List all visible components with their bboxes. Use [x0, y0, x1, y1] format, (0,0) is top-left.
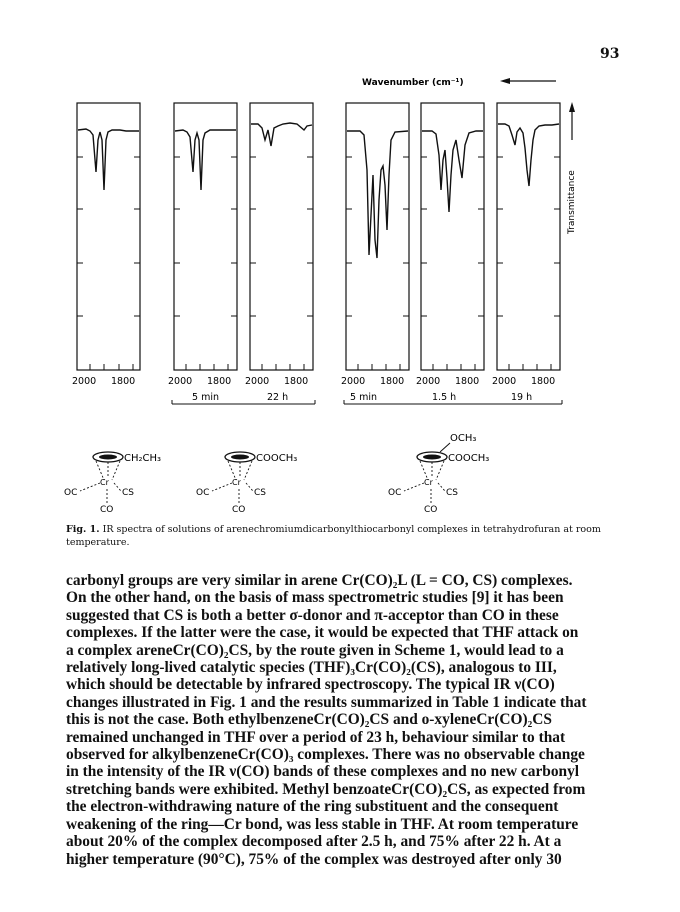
body-line: the electron-withdrawing nature of the ring substituent and the consequent — [66, 798, 559, 816]
spectrum-panel — [421, 103, 484, 370]
wavenumber-arrow-icon — [500, 78, 556, 84]
svg-text:CO: CO — [100, 505, 114, 515]
body-line: changes illustrated in Fig. 1 and the results summarized in Table 1 indicate that — [66, 693, 587, 711]
body-line: a complex areneCr(CO)₂CS, by the route given in Scheme 1, would lead to a — [66, 641, 564, 659]
transmittance-arrow-icon — [569, 102, 575, 140]
methylbenzoate-structure — [196, 452, 297, 515]
body-paragraph — [66, 572, 626, 868]
spectrum-panel — [497, 103, 560, 370]
tick-label: 1800 — [531, 376, 556, 387]
svg-text:COOCH₃: COOCH₃ — [448, 453, 490, 464]
spectrum-panel — [250, 103, 313, 370]
figure-caption — [66, 523, 616, 549]
svg-text:CO: CO — [424, 505, 438, 515]
transmittance-axis-label: Transmittance — [567, 170, 577, 234]
tick-label: 2000 — [72, 376, 97, 387]
body-line: in the intensity of the IR ν(CO) bands of these complexes and no new carbonyl — [66, 763, 580, 781]
body-line: relatively long-lived catalytic species (THF)₃Cr(CO)₂(CS), analogous to III, — [66, 659, 557, 677]
methoxybenzoate-structure — [388, 433, 489, 515]
spectrum-panel — [77, 103, 140, 370]
svg-text:CS: CS — [122, 488, 134, 498]
spectrum-panel — [346, 103, 409, 370]
svg-text:Cr: Cr — [232, 478, 241, 487]
svg-text:OC: OC — [196, 488, 210, 498]
tick-label: 1800 — [111, 376, 136, 387]
tick-label: 1800 — [284, 376, 309, 387]
spectrum-trace — [175, 130, 236, 190]
spectrum-trace — [78, 129, 139, 190]
tick-label: 1800 — [380, 376, 405, 387]
body-line: stretching bands were exhibited. Methyl benzoateCr(CO)₂CS, as expected from — [66, 780, 586, 798]
tick-label: 1800 — [455, 376, 480, 387]
body-line: weakening of the ring—Cr bond, was less stable in THF. At room temperature — [66, 815, 579, 833]
spectrum-panel — [174, 103, 237, 370]
time-label: 5 min — [350, 392, 377, 403]
spectrum-trace — [251, 123, 312, 146]
spectrum-trace — [347, 131, 408, 258]
body-line: On the other hand, on the basis of mass spectrometric studies [9] it has been — [66, 589, 564, 607]
time-labels — [192, 392, 532, 403]
tick-label: 2000 — [168, 376, 193, 387]
svg-text:CS: CS — [446, 488, 458, 498]
ethylbenzene-structure — [64, 452, 161, 515]
body-line: carbonyl groups are very similar in arene Cr(CO)₂L (L = CO, CS) complexes. — [66, 572, 573, 589]
body-line: suggested that CS is both a better σ-donor and π-acceptor than CO in these — [66, 606, 559, 624]
page-number: 93 — [600, 46, 620, 62]
svg-text:OC: OC — [64, 488, 78, 498]
svg-text:CO: CO — [232, 505, 246, 515]
tick-label: 2000 — [492, 376, 517, 387]
caption-label: Fig. 1. — [66, 524, 100, 535]
svg-text:CS: CS — [254, 488, 266, 498]
time-label: 22 h — [267, 392, 289, 403]
svg-text:CH₂CH₃: CH₂CH₃ — [124, 453, 162, 464]
svg-text:Cr: Cr — [100, 478, 109, 487]
tick-label: 2000 — [341, 376, 366, 387]
tick-labels — [72, 376, 555, 387]
body-line: remained unchanged in THF over a period of 23 h, behaviour similar to that — [66, 728, 566, 746]
body-line: higher temperature (90°C), 75% of the complex was destroyed after only 30 — [66, 850, 562, 868]
body-line: complexes. If the latter were the case, it would be expected that THF attack on — [66, 624, 579, 642]
tick-label: 1800 — [207, 376, 232, 387]
body-line: about 20% of the complex decomposed after 2.5 h, and 75% after 22 h. At a — [66, 833, 562, 851]
time-label: 1.5 h — [432, 392, 457, 403]
tick-label: 2000 — [416, 376, 441, 387]
svg-text:OCH₃: OCH₃ — [450, 433, 477, 444]
svg-text:OC: OC — [388, 488, 402, 498]
tick-label: 2000 — [245, 376, 270, 387]
time-label: 5 min — [192, 392, 219, 403]
svg-text:COOCH₃: COOCH₃ — [256, 453, 298, 464]
body-line: observed for alkylbenzeneCr(CO)₃ complexes. There was no observable change — [66, 746, 585, 764]
svg-text:Cr: Cr — [424, 478, 433, 487]
caption-text: IR spectra of solutions of arenechromiumdicarbonylthiocarbonyl complexes in tetrahydrofuran at room temperature. — [66, 524, 601, 548]
wavenumber-axis-label: Wavenumber (cm⁻¹) — [362, 78, 464, 88]
time-label: 19 h — [511, 392, 533, 403]
spectrum-trace — [498, 124, 559, 186]
spectrum-trace — [422, 131, 483, 212]
body-line: which should be detectable by infrared spectroscopy. The typical IR ν(CO) — [66, 676, 555, 694]
body-line: this is not the case. Both ethylbenzeneCr(CO)₂CS and o-xyleneCr(CO)₂CS — [66, 711, 552, 729]
